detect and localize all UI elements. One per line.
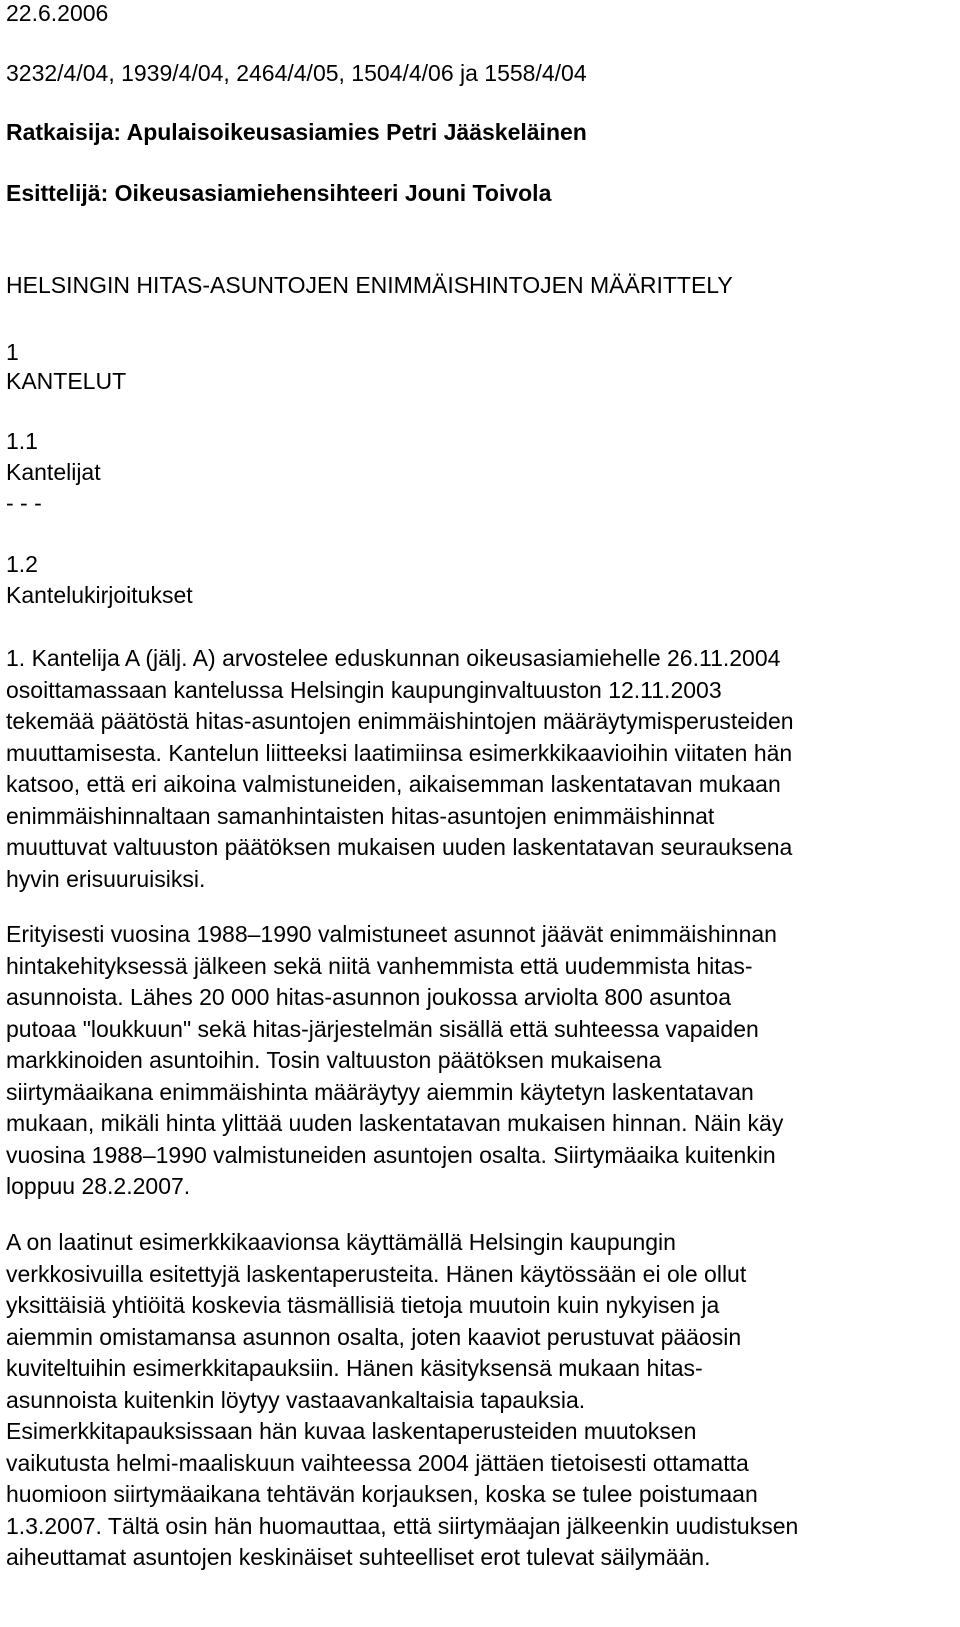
section-1-2-heading: Kantelukirjoitukset bbox=[6, 582, 193, 608]
text-line: Esimerkkitapauksissaan hän kuvaa laskentaperusteiden muutoksen bbox=[6, 1418, 697, 1444]
text-line: markkinoiden asuntoihin. Tosin valtuuston päätöksen mukaisena bbox=[6, 1047, 662, 1073]
decider-line: Ratkaisija: Apulaisoikeusasiamies Petri Jääskeläinen bbox=[6, 119, 587, 145]
text-line: loppuu 28.2.2007. bbox=[6, 1173, 191, 1199]
text-line: mukaan, mikäli hinta ylittää uuden laskentatavan mukaisen hinnan. Näin käy bbox=[6, 1110, 784, 1136]
text-line: hyvin erisuuruisiksi. bbox=[6, 865, 206, 892]
text-line: enimmäishinnaltaan samanhintaisten hitas-asuntojen enimmäishinnat bbox=[6, 802, 715, 829]
case-numbers: 3232/4/04, 1939/4/04, 2464/4/05, 1504/4/06 ja 1558/4/04 bbox=[6, 60, 587, 86]
section-1-1-number: 1.1 bbox=[6, 428, 38, 454]
text-line: verkkosivuilla esitettyjä laskentaperusteita. Hänen käytössään ei ole ollut bbox=[6, 1260, 747, 1287]
text-line: 1.3.2007. Tältä osin hän huomauttaa, että siirtymäajan jälkeenkin uudistuksen bbox=[6, 1512, 799, 1539]
text-line: aiemmin omistamansa asunnon osalta, joten kaaviot perustuvat pääosin bbox=[6, 1323, 742, 1350]
text-line: siirtymäaikana enimmäishinta määräytyy aiemmin käytetyn laskentatavan bbox=[6, 1078, 754, 1105]
presenter-line: Esittelijä: Oikeusasiamiehensihteeri Jouni Toivola bbox=[6, 180, 552, 206]
text-line: asunnoista kuitenkin löytyy vastaavankaltaisia tapauksia. bbox=[6, 1386, 586, 1413]
text-line: 1. Kantelija A (jälj. A) arvostelee eduskunnan oikeusasiamiehelle 26.11.2004 bbox=[6, 645, 781, 671]
text-line: katsoo, että eri aikoina valmistuneiden, aikaisemman laskentatavan mukaan bbox=[6, 771, 781, 797]
text-line: vuosina 1988–1990 valmistuneiden asuntojen osalta. Siirtymäaika kuitenkin bbox=[6, 1141, 776, 1168]
text-line: huomioon siirtymäaikana tehtävän korjauksen, koska se tulee poistumaan bbox=[6, 1481, 758, 1507]
text-line: muuttamisesta. Kantelun liitteeksi laatimiinsa esimerkkikaavioihin viitaten hän bbox=[6, 739, 793, 766]
paragraph-1 bbox=[6, 643, 954, 895]
text-line: osoittamassaan kantelussa Helsingin kaupunginvaltuuston 12.11.2003 bbox=[6, 676, 722, 703]
text-line: Erityisesti vuosina 1988–1990 valmistuneet asunnot jäävät enimmäishinnan bbox=[6, 921, 777, 947]
paragraph-3 bbox=[6, 1227, 954, 1574]
section-1-2-number: 1.2 bbox=[6, 551, 38, 577]
document-title: HELSINGIN HITAS-ASUNTOJEN ENIMMÄISHINTOJEN MÄÄRITTELY bbox=[6, 272, 733, 298]
document-date: 22.6.2006 bbox=[6, 0, 109, 26]
text-line: A on laatinut esimerkkikaavionsa käyttämällä Helsingin kaupungin bbox=[6, 1229, 676, 1255]
text-line: tekemää päätöstä hitas-asuntojen enimmäishintojen määräytymisperusteiden bbox=[6, 708, 794, 734]
text-line: asunnoista. Lähes 20 000 hitas-asunnon joukossa arviolta 800 asuntoa bbox=[6, 984, 732, 1010]
text-line: vaikutusta helmi-maaliskuun vaihteessa 2004 jättäen tietoisesti ottamatta bbox=[6, 1449, 749, 1476]
section-1-1-content: - - - bbox=[6, 490, 42, 516]
text-line: kuviteltuihin esimerkkitapauksiin. Hänen käsityksensä mukaan hitas- bbox=[6, 1355, 703, 1381]
paragraph-2 bbox=[6, 919, 954, 1203]
text-line: aiheuttamat asuntojen keskinäiset suhteelliset erot tulevat säilymään. bbox=[6, 1544, 711, 1570]
text-line: muuttuvat valtuuston päätöksen mukaisen uuden laskentatavan seurauksena bbox=[6, 834, 793, 860]
section-1-number: 1 bbox=[6, 339, 19, 365]
text-line: hintakehityksessä jälkeen sekä niitä vanhemmista että uudemmista hitas- bbox=[6, 952, 753, 979]
section-1-heading: KANTELUT bbox=[6, 368, 127, 394]
text-line: yksittäisiä yhtiöitä koskevia täsmällisiä tietoja muutoin kuin nykyisen ja bbox=[6, 1292, 720, 1318]
section-1-1-heading: Kantelijat bbox=[6, 459, 101, 485]
text-line: putoaa "loukkuun" sekä hitas-järjestelmän sisällä että suhteessa vapaiden bbox=[6, 1015, 759, 1042]
